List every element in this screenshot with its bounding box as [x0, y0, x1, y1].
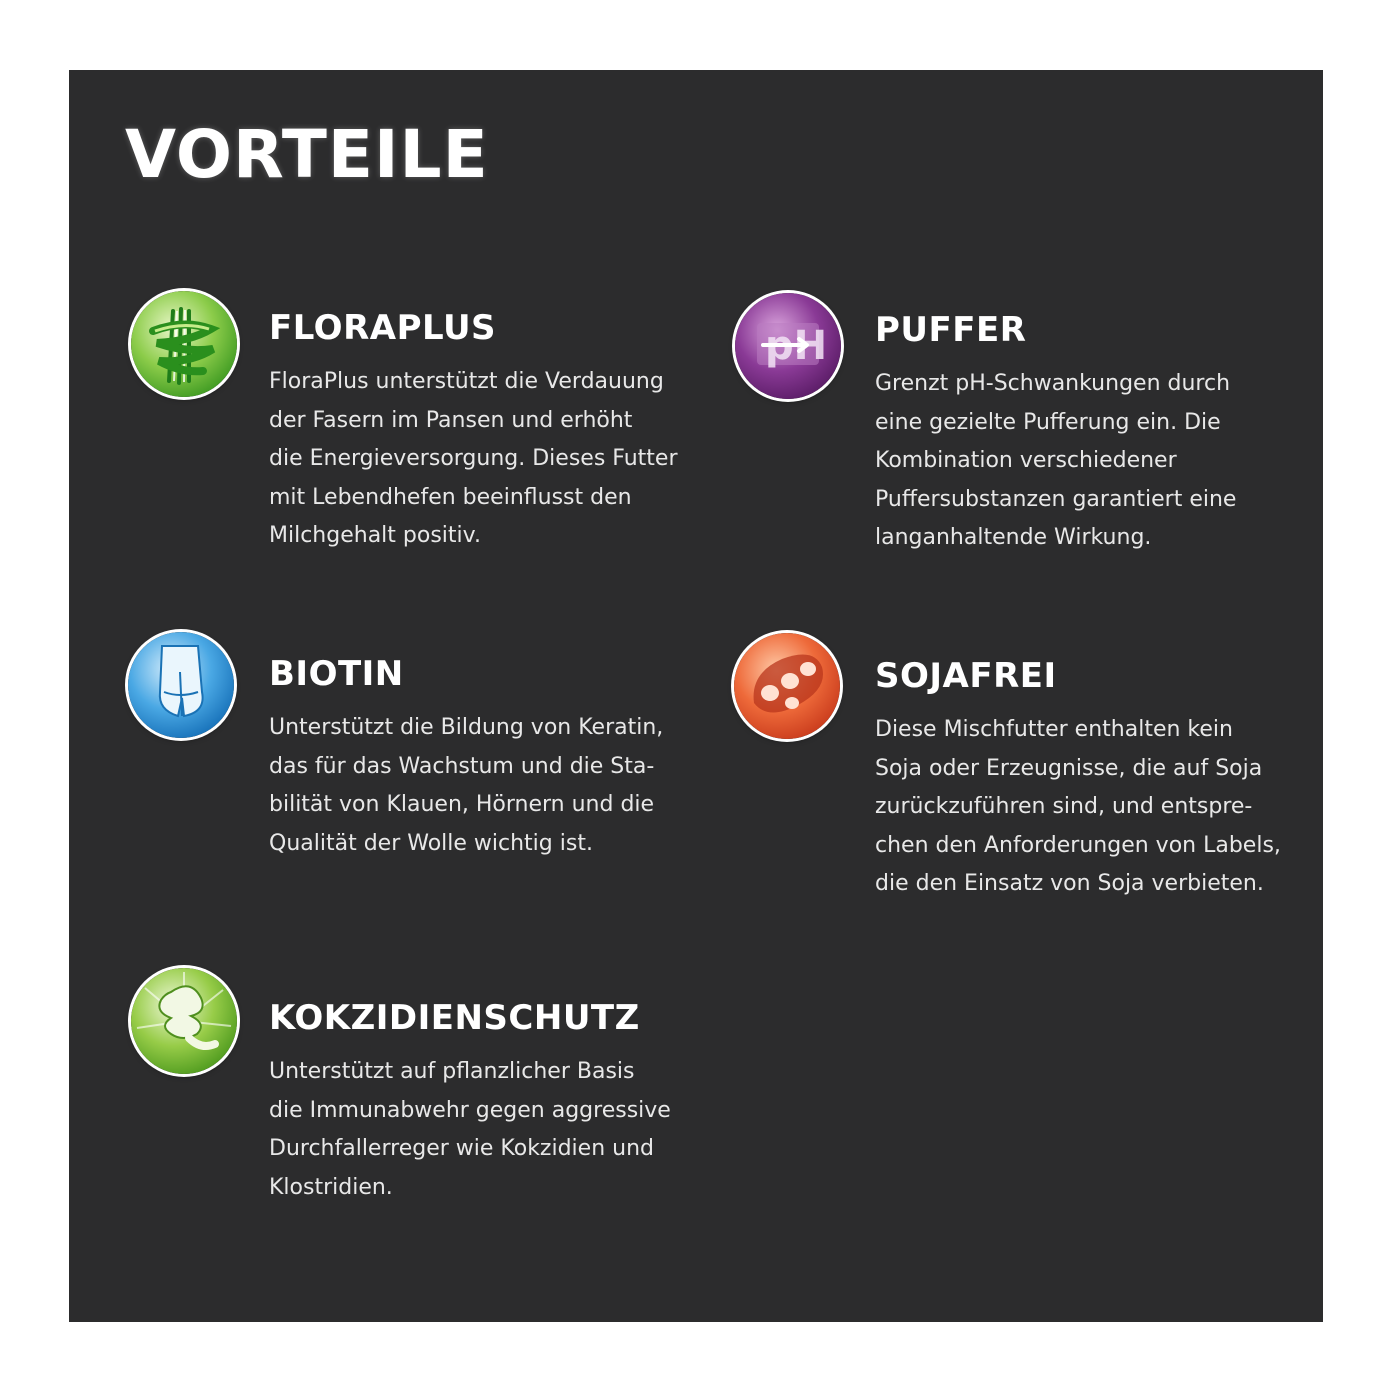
fiber-spiral-icon [131, 291, 237, 397]
intestine-icon [131, 968, 237, 1074]
soybean-icon [734, 633, 840, 739]
svg-text:pH: pH [765, 323, 828, 369]
ph-icon [735, 293, 841, 399]
feature-title-sojafrei: SOJAFREI [875, 656, 1057, 696]
page-title: VORTEILE [125, 116, 489, 193]
feature-title-kokzidienschutz: KOKZIDIENSCHUTZ [269, 998, 640, 1038]
feature-body-kokzidienschutz: Unterstützt auf pflanzlicher Basis die Immunabwehr gegen aggressive Durchfallerreger wie Kokzidien und Klostridien. [269, 1059, 671, 1200]
feature-body-puffer: Grenzt pH-Schwankungen durch eine gezielte Pufferung ein. Die Kombination verschiedener Puffersubstanzen garantiert eine langanhaltende Wirkung. [875, 371, 1237, 550]
hoof-icon [128, 632, 234, 738]
feature-body-floraplus: FloraPlus unterstützt die Verdauung der Fasern im Pansen und erhöht die Energieversorgung. Dieses Futter mit Lebendhefen beeinflusst den Milchgehalt positiv. [269, 369, 678, 548]
feature-body-sojafrei: Diese Mischfutter enthalten kein Soja oder Erzeugnisse, die auf Soja zurückzuführen sind, und entspre- chen den Anforderungen von Labels, die den Einsatz von Soja verbieten. [875, 717, 1281, 896]
feature-title-biotin: BIOTIN [269, 654, 404, 694]
feature-body-biotin: Unterstützt die Bildung von Keratin, das für das Wachstum und die Sta- bilität von Klauen, Hörnern und die Qualität der Wolle wichtig ist. [269, 715, 664, 856]
benefits-panel [69, 70, 1323, 1322]
feature-title-floraplus: FLORAPLUS [269, 308, 497, 348]
feature-title-puffer: PUFFER [875, 310, 1027, 350]
